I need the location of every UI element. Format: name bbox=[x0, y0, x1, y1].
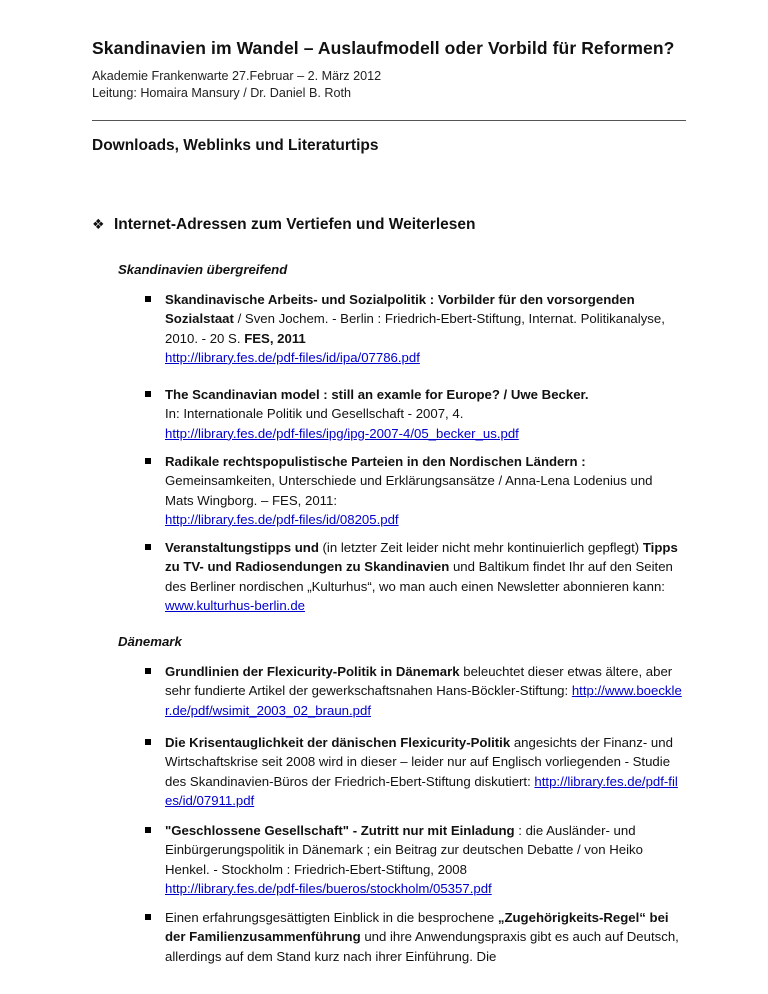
list-item: Skandinavische Arbeits- und Sozialpolitik : Vorbilder für den vorsorgenden Sozialstaat / Sven Jochem. - Berlin : Friedrich-Ebert-Stiftung, Internat. Politikanalyse, 2010. - 20 S. FES, 2011 http://library.fes.de/pdf-files/id/ipa/07786.pdf bbox=[165, 292, 665, 365]
pdf-link[interactable]: http://library.fes.de/pdf-files/id/07911.pdf bbox=[165, 773, 678, 808]
group-label-denmark: Dänemark bbox=[118, 634, 182, 649]
diamond-bullet-icon: ❖ bbox=[92, 216, 105, 232]
subsection-heading bbox=[92, 216, 475, 234]
list-item: Grundlinien der Flexicurity-Politik in Dänemark beleuchtet dieser etwas ältere, aber sehr fundierte Artikel der gewerkschaftsnahen Hans-Böckler-Stiftung: http://www.boeckler.de/pdf/wsimit_2003_02_braun.pdf bbox=[165, 664, 682, 718]
section-heading: Downloads, Weblinks und Literaturtips bbox=[92, 137, 379, 154]
list-item: Veranstaltungstipps und (in letzter Zeit leider nicht mehr kontinuierlich gepflegt) Tipps zu TV- und Radiosendungen zu Skandinavien und Baltikum findet Ihr auf den Seiten des Berliner nordischen „Kulturhus“, wo man auch einen Newsletter abonnieren kann: www.kulturhus-berlin.de bbox=[165, 540, 678, 613]
list-item: Radikale rechtspopulistische Parteien in den Nordischen Ländern : Gemeinsamkeiten, Unterschiede und Erklärungsansätze / Anna-Lena Lodenius und Mats Wingborg. – FES, 2011: http://library.fes.de/pdf-files/id/08205.pdf bbox=[165, 454, 653, 527]
pdf-link[interactable]: http://library.fes.de/pdf-files/id/ipa/07786.pdf bbox=[165, 349, 420, 365]
group-label-scandinavia: Skandinavien übergreifend bbox=[118, 262, 288, 277]
header-divider bbox=[92, 120, 686, 121]
list-item: "Geschlossene Gesellschaft" - Zutritt nur mit Einladung : die Ausländer- und Einbürgerungspolitik in Dänemark ; ein Beitrag zur deutschen Debatte / von Heiko Henkel. - Stockholm : Friedrich-Ebert-Stiftung, 2008 http://library.fes.de/pdf-files/bueros/stockholm/05357.pdf bbox=[165, 823, 643, 896]
pdf-link[interactable]: http://library.fes.de/pdf-files/id/08205.pdf bbox=[165, 511, 399, 527]
pdf-link[interactable]: http://www.boeckler.de/pdf/wsimit_2003_02_braun.pdf bbox=[165, 683, 682, 718]
website-link[interactable]: www.kulturhus-berlin.de bbox=[165, 597, 305, 613]
list-item: Einen erfahrungsgesättigten Einblick in die besprochene „Zugehörigkeits-Regel“ bei der Familienzusammenführung und ihre Anwendungspraxis gibt es auch auf Deutsch, allerdings auf dem Stand kurz nach ihrer Einführung. Die bbox=[165, 910, 679, 964]
list-item: Die Krisentauglichkeit der dänischen Flexicurity-Politik angesichts der Finanz- und Wirtschaftskrise seit 2008 wird in dieser – leider nur auf Englisch vorliegenden - Studie des Skandinavien-Büros der Friedrich-Ebert-Stiftung diskutiert: http://library.fes.de/pdf-files/id/07911.pdf bbox=[165, 735, 678, 808]
subsection-title: Internet-Adressen zum Vertiefen und Weiterlesen bbox=[114, 216, 476, 233]
leadership-info: Leitung: Homaira Mansury / Dr. Daniel B. Roth bbox=[92, 86, 351, 100]
document-title: Skandinavien im Wandel – Auslaufmodell oder Vorbild für Reformen? bbox=[92, 38, 675, 58]
pdf-link[interactable]: http://library.fes.de/pdf-files/ipg/ipg-2007-4/05_becker_us.pdf bbox=[165, 425, 519, 441]
list-item: The Scandinavian model : still an examle for Europe? / Uwe Becker. In: Internationale Politik und Gesellschaft - 2007, 4. http://library.fes.de/pdf-files/ipg/ipg-2007-4/05_becker_us.pdf bbox=[165, 387, 589, 441]
event-info: Akademie Frankenwarte 27.Februar – 2. März 2012 bbox=[92, 69, 382, 83]
pdf-link[interactable]: http://library.fes.de/pdf-files/bueros/stockholm/05357.pdf bbox=[165, 880, 492, 896]
